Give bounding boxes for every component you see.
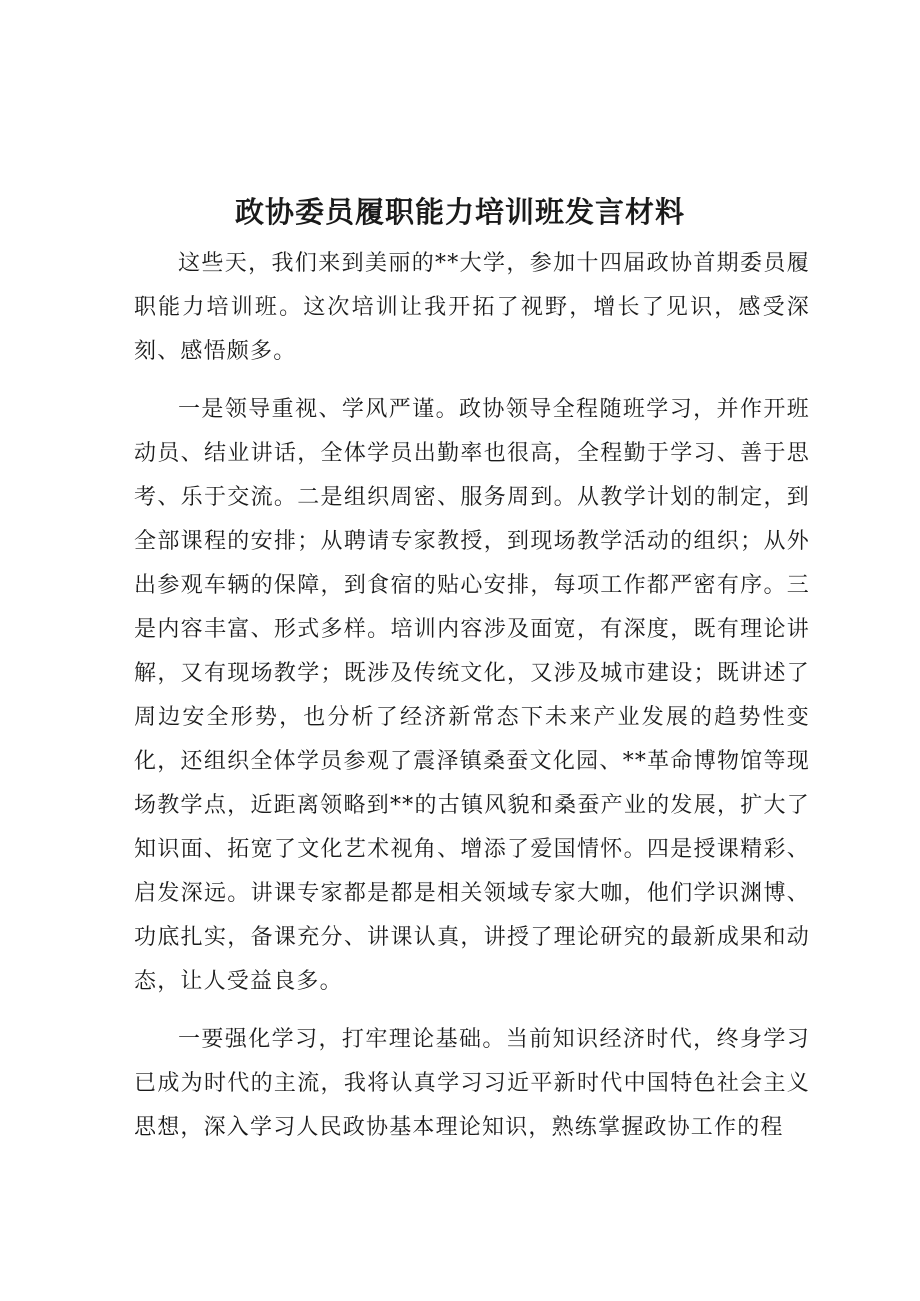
paragraph-intro: 这些天，我们来到美丽的**大学，参加十四届政协首期委员履职能力培训班。这次培训让我开拓了视野，增长了见识，感受深刻、感悟颇多。 [134, 251, 810, 364]
paragraph-strengthen-learning: 一要强化学习，打牢理论基础。当前知识经济时代，终身学习已成为时代的主流，我将认真学习习近平新时代中国特色社会主义思想，深入学习人民政协基本理论知识，熟练掌握政协工作的程 [134, 1027, 810, 1140]
document-title: 政协委员履职能力培训班发言材料 [234, 195, 685, 229]
paragraph-training-highlights: 一是领导重视、学风严谨。政协领导全程随班学习，并作开班动员、结业讲话，全体学员出勤率也很高，全程勤于学习、善于思考、乐于交流。二是组织周密、服务周到。从教学计划的制定，到全部课程的安排；从聘请专家教授，到现场教学活动的组织；从外出参观车辆的保障，到食宿的贴心安排，每项工作都严密有序。三是内容丰富、形式多样。培训内容涉及面宽，有深度，既有理论讲解，又有现场教学；既涉及传统文化，又涉及城市建设；既讲述了周边安全形势，也分析了经济新常态下未来产业发展的趋势性变化，还组织全体学员参观了震泽镇桑蚕文化园、**革命博物馆等现场教学点，近距离领略到**的古镇风貌和桑蚕产业的发展，扩大了知识面、拓宽了文化艺术视角、增添了爱国情怀。四是授课精彩、启发深远。讲课专家都是都是相关领域专家大咖，他们学识渊博、功底扎实，备课充分、讲课认真，讲授了理论研究的最新成果和动态，让人受益良多。 [134, 397, 810, 994]
document-body [134, 242, 810, 1164]
